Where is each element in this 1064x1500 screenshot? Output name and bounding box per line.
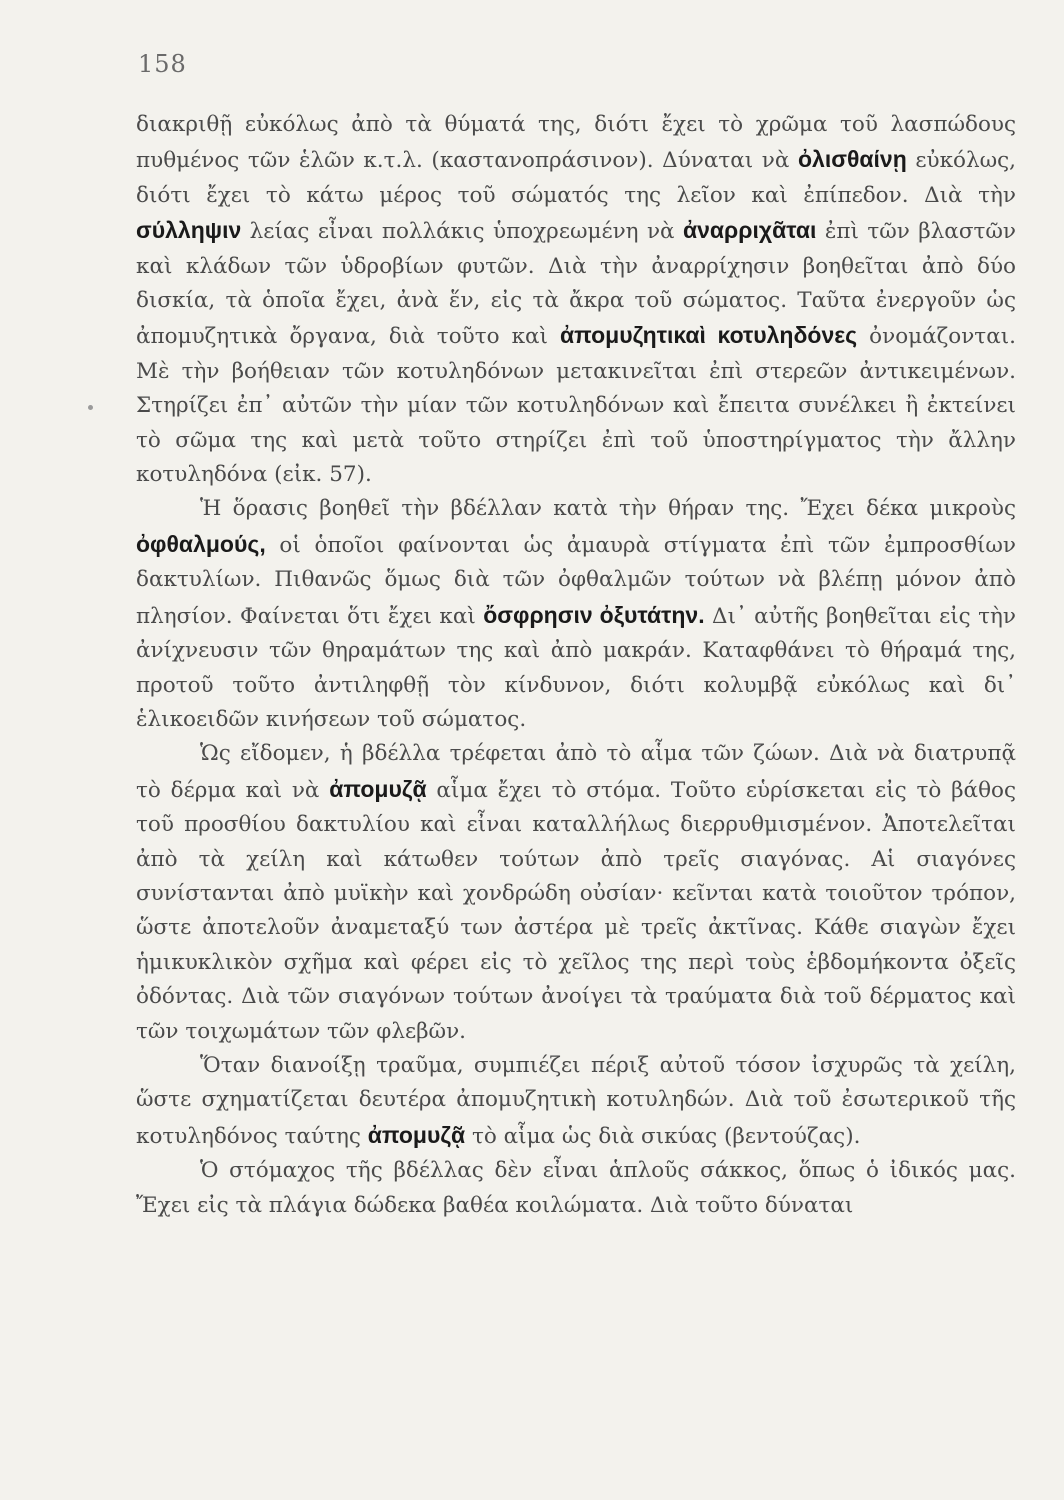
bold-term: σύλληψιν — [136, 217, 242, 244]
text-run: Ὡς εἴδομεν, ἡ βδέλλα τρέφεται ἀπὸ τὸ αἷμα τῶν ζώων. Διὰ νὰ διατρυπᾷ τὸ δέρμα καὶ νὰ — [136, 741, 1016, 803]
paragraph-5 — [136, 1154, 1016, 1223]
text-run: Ὅταν διανοίξῃ τραῦμα, συμπιέζει πέριξ αὐτοῦ τόσον ἰσχυρῶς τὰ χείλη, ὥστε σχηματίζεται δευτέρα ἀπομυζητικὴ κοτυληδών. Διὰ τοῦ ἐσωτερικοῦ τῆς κοτυληδόνος ταύτης — [136, 1052, 1016, 1149]
paragraph-3 — [136, 737, 1016, 1049]
bold-term: ἀπομυζᾷ — [367, 1121, 466, 1148]
bold-term: ἀπομυζητικαὶ κοτυληδόνες — [559, 322, 858, 349]
margin-dot — [88, 405, 93, 410]
text-run: Δι᾿ αὐτῆς βοηθεῖται εἰς τὴν ἀνίχνευσιν τῶν θηραμάτων της καὶ ἀπὸ μακράν. Καταφθάνει τὸ θήραμά της, προτοῦ τοῦτο ἀντιληφθῇ τὸν κίνδυνον, διότι κολυμβᾷ εὐκόλως καὶ δι᾿ ἑλικοειδῶν κινήσεων τοῦ σώματος. — [136, 603, 1016, 732]
text-run: ἐπὶ τῶν βλαστῶν καὶ κλάδων τῶν ὑδροβίων φυτῶν. Διὰ τὴν ἀναρρίχησιν βοηθεῖται ἀπὸ δύο δισκία, τὰ ὁποῖα ἔχει, ἀνὰ ἕν, εἰς τὰ ἄκρα τοῦ σώματος. Ταῦτα ἐνεργοῦν ὡς ἀπομυζητικὰ ὄργανα, διὰ τοῦτο καὶ — [136, 219, 1016, 350]
bold-term: ἀναρριχᾶται — [682, 217, 817, 244]
text-run: τὸ αἷμα ὡς διὰ σικύας (βεντούζας). — [465, 1123, 861, 1149]
text-run: διακριθῇ εὐκόλως ἀπὸ τὰ θύματά της, διότι ἔχει τὸ χρῶμα τοῦ λασπώδους πυθμένος τῶν ἑλῶν κ.τ.λ. (καστανοπράσινον). Δύναται νὰ — [136, 112, 1016, 174]
text-run: αἷμα ἔχει τὸ στόμα. Τοῦτο εὑρίσκεται εἰς τὸ βάθος τοῦ προσθίου δακτυλίου καὶ εἶναι καταλλήλως διερρυθμισμένον. Ἀποτελεῖται ἀπὸ τὰ χείλη καὶ κάτωθεν τούτων ἀπὸ τρεῖς σιαγόνας. Αἱ σιαγόνες συνίστανται ἀπὸ μυϊκὴν καὶ χονδρώδη οὐσίαν· κεῖνται κατὰ τοιοῦτον τρόπον, ὥστε ἀποτελοῦν ἀναμεταξύ των ἀστέρα μὲ τρεῖς ἀκτῖνας. Κάθε σιαγὼν ἔχει ἡμικυκλικὸν σχῆμα καὶ φέρει εἰς τὸ χεῖλος της περὶ τοὺς ἑβδομήκοντα ὀξεῖς ὀδόντας. Διὰ τῶν σιαγόνων τούτων ἀνοίγει τὰ τραύματα διὰ τοῦ δέρματος καὶ τῶν τοιχωμάτων τῶν φλεβῶν. — [136, 777, 1016, 1044]
text-run: ὀνομάζονται. Μὲ τὴν βοήθειαν τῶν κοτυληδόνων μετακινεῖται ἐπὶ στερεῶν ἀντικειμένων. Στηρίζει ἐπ᾿ αὐτῶν τὴν μίαν τῶν κοτυληδόνων καὶ ἔπειτα συνέλκει ἢ ἐκτείνει τὸ σῶμα της καὶ μετὰ τοῦτο στηρίζει ἐπὶ τοῦ ὑποστηρίγματος τὴν ἄλλην κοτυληδόνα (εἰκ. 57). — [136, 324, 1016, 488]
text-run: λείας εἶναι πολλάκις ὑποχρεωμένη νὰ — [241, 219, 683, 245]
bold-term: ὀλισθαίνῃ — [798, 146, 907, 173]
paragraph-4 — [136, 1049, 1016, 1154]
text-run: εὐκόλως, διότι ἔχει τὸ κάτω μέρος τοῦ σώματός της λεῖον καὶ ἐπίπεδον. Διὰ τὴν — [136, 148, 1017, 208]
page-number: 158 — [138, 50, 187, 78]
text-run: Ἡ ὅρασις βοηθεῖ τὴν βδέλλαν κατὰ τὴν θήραν της. Ἔχει δέκα μικροὺς — [200, 496, 1016, 522]
text-run: Ὁ στόμαχος τῆς βδέλλας δὲν εἶναι ἁπλοῦς σάκκος, ὅπως ὁ ἰδικός μας. Ἔχει εἰς τὰ πλάγια δώδεκα βαθέα κοιλώματα. Διὰ τοῦτο δύναται — [136, 1158, 1016, 1218]
bold-term: ἀπομυζᾷ — [329, 775, 427, 802]
body-text — [136, 108, 1016, 1223]
paragraph-2 — [136, 492, 1016, 737]
paragraph-1 — [136, 108, 1016, 492]
bold-term: ὀφθαλμούς, — [136, 530, 266, 557]
bold-term: ὄσφρησιν ὀξυτάτην. — [483, 601, 705, 628]
text-run: οἱ ὁποῖοι φαίνονται ὡς ἀμαυρὰ στίγματα ἐπὶ τῶν ἐμπροσθίων δακτυλίων. Πιθανῶς ὅμως διὰ τῶν ὀφθαλμῶν τούτων νὰ βλέπῃ μόνον ἀπὸ πλησίον. Φαίνεται ὅτι ἔχει καὶ — [136, 532, 1016, 629]
